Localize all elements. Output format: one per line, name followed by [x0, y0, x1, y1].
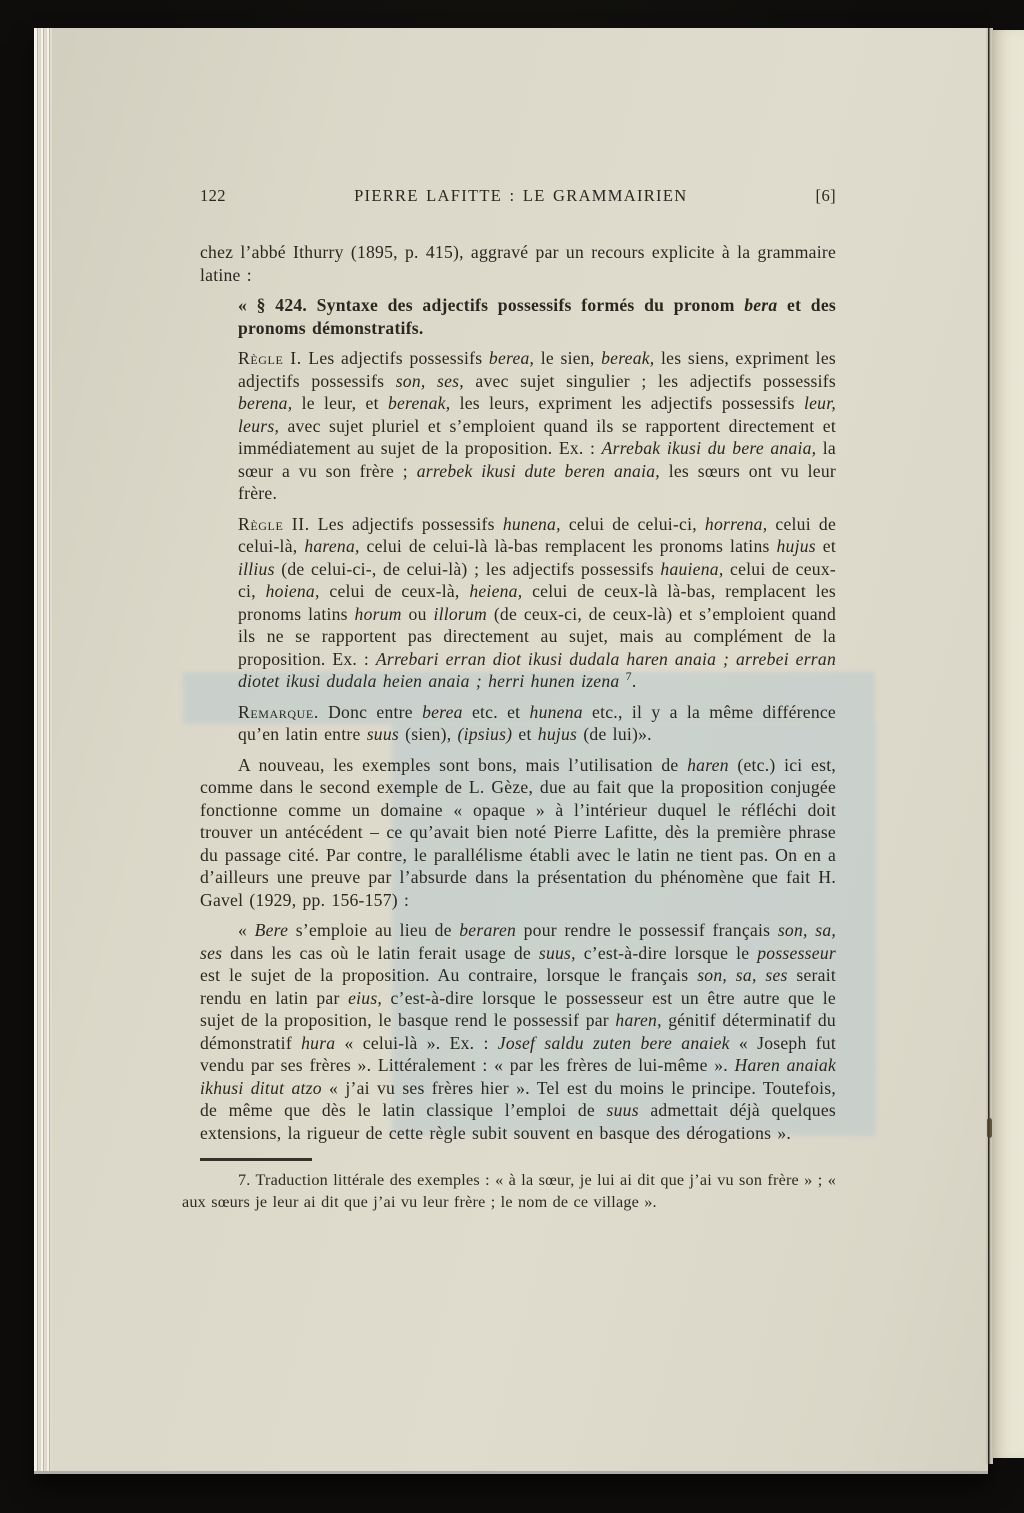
- text-run-i: haren,: [615, 1010, 662, 1030]
- text-run-sup: 7: [625, 669, 632, 684]
- text-run-i: leur, leurs,: [238, 393, 836, 436]
- text-run: 7. Traduction littérale des exemples : « à la sœur, je lui ai dit que j’ai vu son frère » ; « aux sœurs je leur ai dit que j’ai vu leur frère ; le nom de ce village ».: [182, 1171, 836, 1211]
- text-run-i: suus: [366, 724, 399, 744]
- text-run: admettait déjà quelques extensions, la rigueur de cette règle subit souvent en basque des dérogations ».: [200, 1100, 836, 1143]
- text-run-sc: Remarque.: [238, 701, 319, 722]
- text-run-i: haren: [687, 754, 729, 775]
- text-run: c’est-à-dire lorsque le possesseur est un être autre que le sujet de la proposition, le basque rend le possessif par: [200, 987, 836, 1030]
- text-run: le leur, et: [292, 393, 388, 413]
- text-run: les sœurs ont vu leur frère.: [238, 460, 836, 503]
- text-run-i: hura: [301, 1032, 336, 1053]
- text-run-i: suus: [606, 1100, 639, 1120]
- text-run: avec sujet pluriel et s’emploient quand ils se rapportent directement et immédiatement au sujet de la proposition. Ex. :: [238, 415, 836, 458]
- text-run-i: hoiena,: [265, 581, 320, 601]
- paragraph: [238, 701, 836, 746]
- text-run-i: horrena,: [704, 513, 768, 534]
- text-run-i: Bere: [254, 920, 289, 940]
- text-run-i: hunena,: [502, 513, 561, 534]
- paragraph: [238, 513, 836, 693]
- text-run-bi: bera: [744, 295, 778, 315]
- text-run-i: Josef saldu zuten bere anaiek: [497, 1032, 730, 1053]
- text-run: etc. et: [462, 701, 530, 722]
- text-run: « j’ai vu ses frères hier ». Tel est du moins le principe. Toutefois, de même que dès le latin classique l’emploi de: [200, 1077, 836, 1120]
- stacked-page-edges: [34, 28, 52, 1471]
- text-run: la sœur a vu son frère ;: [238, 438, 836, 481]
- text-run-i: son, sa, ses: [200, 920, 837, 963]
- text-run: le sien,: [534, 348, 602, 368]
- text-run-i: hujus: [776, 536, 816, 556]
- text-run-i: heiena,: [469, 581, 523, 601]
- text-run-sc: Règle I.: [238, 348, 302, 368]
- text-run-i: (ipsius): [457, 724, 513, 744]
- facing-page-edge: [992, 30, 1024, 1458]
- text-run: (sien),: [398, 724, 458, 744]
- text-run: et: [512, 724, 538, 744]
- text-run-i: Arrebari erran diot ikusi dudala haren anaia ; arrebei erran diotet ikusi dudala heien anaia ; herri hunen izena: [238, 648, 836, 691]
- page-header: [200, 186, 836, 206]
- text-run: (de lui)».: [577, 724, 652, 744]
- text-run: c’est-à-dire lorsque le: [575, 942, 758, 963]
- text-run: (etc.) ici est, comme dans le second exemple de L. Gèze, due au fait que la proposition conjugée fonctionne comme un domaine « opaque » à l’intérieur duquel le réfléchi doit trouver un antécédent – ce qu’avait bien noté Pierre Lafitte, dès la première phrase du passage cité. Par contre, le parallélisme établi avec le latin ne tient pas. On en a d’ailleurs une preuve par l’absurde dans la présentation du phénomène que fait H. Gavel (1929, pp. 156-157) :: [200, 754, 836, 910]
- text-run-i: eius,: [348, 987, 383, 1008]
- text-run-i: berea,: [488, 348, 535, 368]
- text-run: celui de celui-là,: [238, 513, 837, 556]
- text-run-i: hauiena,: [660, 558, 724, 579]
- text-run-b: et des pronoms démonstratifs.: [238, 295, 837, 338]
- text-run: pour rendre le possessif français: [516, 920, 778, 940]
- text-run-i: bereak,: [601, 348, 655, 368]
- text-run-i: arrebek ikusi dute beren anaia,: [416, 460, 660, 481]
- book-page-scan: [34, 28, 988, 1471]
- text-run: celui de ceux-là,: [319, 581, 470, 601]
- paragraph: [200, 754, 836, 912]
- text-run-i: hujus: [537, 724, 578, 744]
- text-run: les leurs, expriment les adjectifs possessifs: [450, 393, 804, 413]
- text-run: celui de ceux-ci,: [238, 558, 836, 601]
- paragraph: [238, 294, 836, 339]
- text-run-i: berenak,: [387, 393, 451, 413]
- footnote-text: [182, 1170, 836, 1213]
- text-run: les siens, expriment les adjectifs possessifs: [238, 348, 836, 391]
- text-run: (de ceux-ci, de ceux-là) et s’emploient quand ils ne se rapportent pas directement au sujet, mais au complément de la proposition. Ex. :: [238, 603, 836, 669]
- text-run-b: « § 424. Syntaxe des adjectifs possessifs formés du pronom: [238, 295, 745, 315]
- text-run-i: illius: [238, 558, 275, 579]
- text-run: .: [631, 671, 637, 691]
- text-run-i: hunena: [529, 701, 583, 722]
- text-run: « celui-là ». Ex. :: [335, 1032, 498, 1053]
- text-run-i: berena,: [238, 393, 293, 413]
- text-run-i: illorum: [433, 603, 488, 624]
- running-title: PIERRE LAFITTE : LE GRAMMAIRIEN: [354, 186, 688, 205]
- text-run: Les adjectifs possessifs: [309, 513, 503, 534]
- text-run: etc., il y a la même différence qu’en latin entre: [238, 701, 836, 744]
- text-run: s’emploie au lieu de: [288, 920, 460, 940]
- paragraph: [200, 241, 836, 286]
- issue-bracket-number: [6]: [815, 186, 836, 205]
- text-run-i: son, sa, ses: [697, 965, 788, 985]
- text-run-i: possesseur: [757, 942, 836, 963]
- text-run: chez l’abbé Ithurry (1895, p. 415), aggravé par un recours explicite à la grammaire latine :: [200, 242, 836, 285]
- text-run-i: son, ses,: [395, 370, 464, 391]
- text-run: avec sujet singulier ; les adjectifs possessifs: [463, 370, 836, 391]
- text-run-i: suus,: [538, 942, 576, 963]
- text-run: serait rendu en latin par: [200, 965, 836, 1008]
- text-run: « Joseph fut vendu par ses frères ». Littéralement : « par les frères de lui-même ».: [200, 1032, 836, 1075]
- text-run: celui de celui-ci,: [560, 513, 705, 534]
- text-run-i: beraren: [459, 920, 517, 940]
- footnote-block: [182, 1158, 836, 1213]
- text-run-i: berea: [422, 701, 463, 722]
- text-run: Donc entre: [318, 701, 423, 722]
- page-number: 122: [200, 186, 226, 205]
- text-run: génitif déterminatif du démonstratif: [200, 1010, 836, 1053]
- paragraph: [200, 919, 836, 1144]
- text-run: ou: [401, 603, 434, 624]
- text-flow: [200, 241, 836, 1144]
- text-run: dans les cas où le latin ferait usage de: [222, 942, 539, 963]
- text-run-i: harena,: [304, 536, 360, 556]
- text-run: (de celui-ci-, de celui-là) ; les adjectifs possessifs: [274, 558, 661, 579]
- text-run-sc: Règle II.: [238, 513, 310, 534]
- paragraph: [238, 347, 836, 505]
- text-run-i: Haren anaiak ikhusi ditut atzo: [200, 1055, 836, 1098]
- text-run: celui de celui-là là-bas remplacent les pronoms latins: [359, 536, 777, 556]
- text-run: A nouveau, les exemples sont bons, mais l’utilisation de: [238, 754, 688, 775]
- text-run: et: [815, 536, 836, 556]
- text-run-i: horum: [354, 603, 402, 624]
- text-run: est le sujet de la proposition. Au contraire, lorsque le français: [200, 965, 698, 985]
- text-column: [182, 186, 837, 1213]
- text-run-i: Arrebak ikusi du bere anaia,: [601, 438, 817, 458]
- text-run: celui de ceux-là là-bas, remplacent les pronoms latins: [238, 581, 836, 624]
- text-run: «: [238, 920, 255, 940]
- footnote-separator-rule: [200, 1158, 312, 1161]
- text-run: Les adjectifs possessifs: [301, 348, 489, 368]
